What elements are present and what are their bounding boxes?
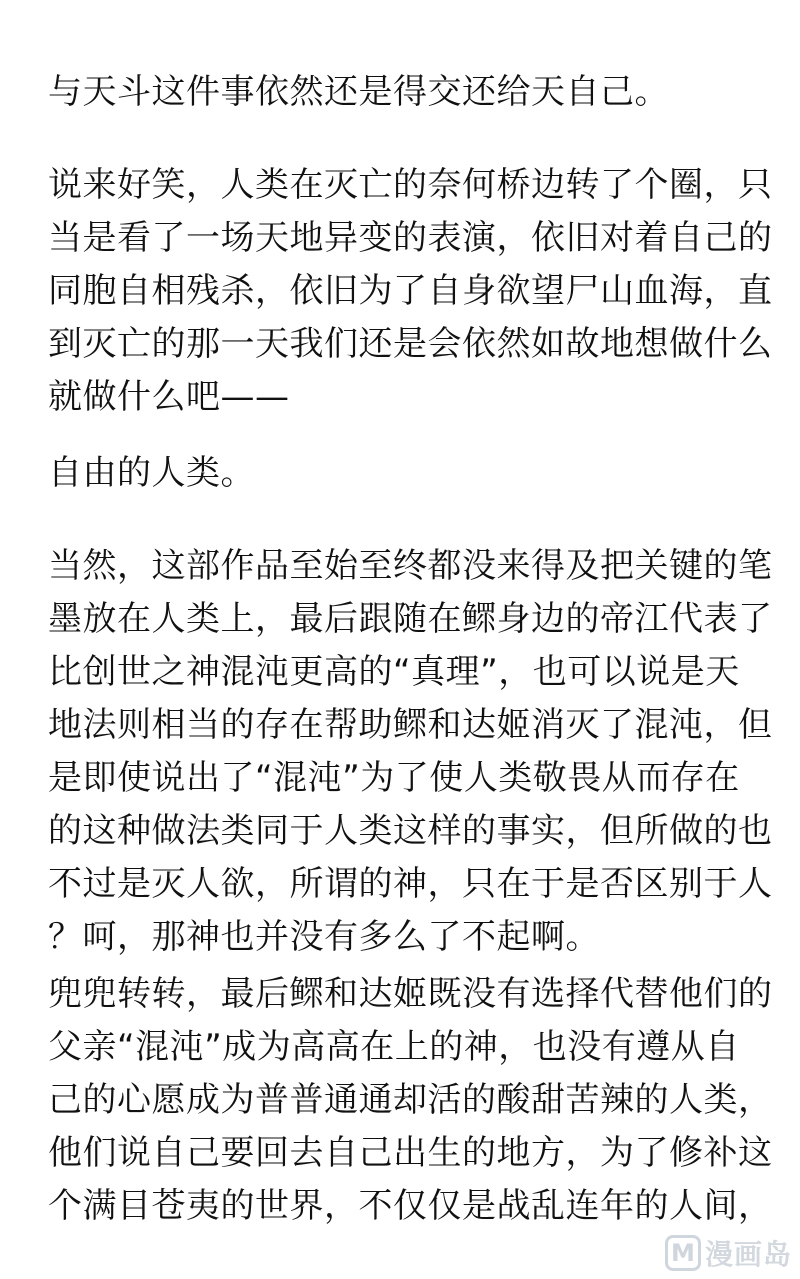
text-line: 的这种做法类同于人类这样的事实，但所做的也 bbox=[48, 811, 773, 851]
watermark-logo-icon bbox=[665, 1235, 701, 1271]
paragraph-2 bbox=[48, 159, 773, 424]
text-line: 自由的人类。 bbox=[48, 453, 255, 493]
text-line: 兜兜转转，最后鳏和达姬既没有选择代替他们的 bbox=[48, 974, 773, 1014]
watermark bbox=[665, 1231, 792, 1275]
paragraph-4 bbox=[48, 540, 773, 964]
paragraph-3 bbox=[48, 447, 748, 500]
text-line: 地法则相当的存在帮助鳏和达姬消灭了混沌，但 bbox=[48, 705, 773, 745]
text-line: 父亲“混沌”成为高高在上的神，也没有遵从自 bbox=[48, 1027, 740, 1067]
text-line: 不过是灭人欲，所谓的神，只在于是否区别于人 bbox=[48, 864, 773, 904]
text-line: 他们说自己要回去自己出生的地方，为了修补这 bbox=[48, 1133, 773, 1173]
text-line: 与天斗这件事依然还是得交还给天自己。 bbox=[48, 72, 669, 112]
text-line: 比创世之神混沌更高的“真理”，也可以说是天 bbox=[48, 652, 740, 692]
paragraph-1 bbox=[48, 66, 748, 119]
text-line: 是即使说出了“混沌”为了使人类敬畏从而存在 bbox=[48, 758, 740, 798]
text-line: 己的心愿成为普普通通却活的酸甜苦辣的人类， bbox=[48, 1080, 773, 1120]
watermark-logo-letter: M bbox=[671, 1239, 695, 1267]
text-line: 到灭亡的那一天我们还是会依然如故地想做什么 bbox=[48, 324, 773, 364]
watermark-text: 漫画岛 bbox=[704, 1238, 792, 1271]
text-line: 同胞自相残杀，依旧为了自身欲望尸山血海，直 bbox=[48, 271, 773, 311]
text-line: 个满目苍夷的世界，不仅仅是战乱连年的人间， bbox=[48, 1186, 773, 1226]
text-line: ？呵，那神也并没有多么了不起啊。 bbox=[48, 917, 600, 957]
text-line: 就做什么吧—— bbox=[48, 377, 290, 417]
text-line: 当然，这部作品至始至终都没来得及把关键的笔 bbox=[48, 546, 773, 586]
text-line: 说来好笑，人类在灭亡的奈何桥边转了个圈，只 bbox=[48, 165, 773, 205]
paragraph-5 bbox=[48, 968, 773, 1233]
text-line: 当是看了一场天地异变的表演，依旧对着自己的 bbox=[48, 218, 773, 258]
text-line: 墨放在人类上，最后跟随在鳏身边的帝江代表了 bbox=[48, 599, 773, 639]
